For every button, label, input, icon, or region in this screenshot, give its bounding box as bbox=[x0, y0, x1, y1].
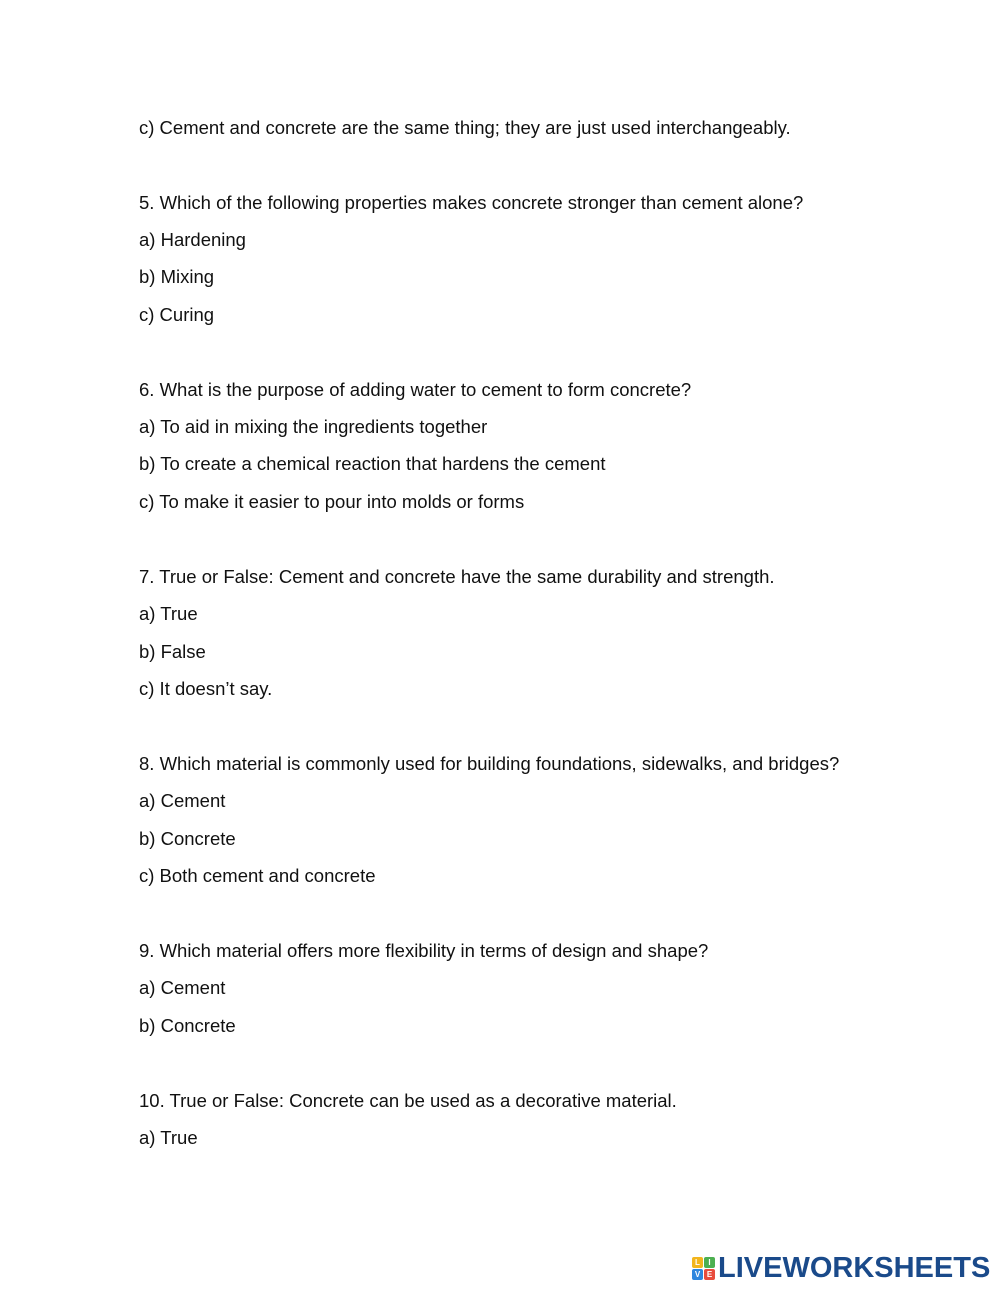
q6-option-c: c) To make it easier to pour into molds or forms bbox=[139, 491, 525, 512]
q10-question: 10. True or False: Concrete can be used as a decorative material. bbox=[139, 1090, 677, 1111]
q7-option-c: c) It doesn’t say. bbox=[139, 678, 273, 699]
liveworksheets-logo-icon bbox=[692, 1257, 715, 1280]
q9-option-a: a) Cement bbox=[139, 977, 226, 998]
q6-option-a: a) To aid in mixing the ingredients together bbox=[139, 416, 488, 437]
q8-question: 8. Which material is commonly used for building foundations, sidewalks, and bridges? bbox=[139, 753, 840, 774]
q5-question: 5. Which of the following properties makes concrete stronger than cement alone? bbox=[139, 192, 804, 213]
brand-name: LIVEWORKSHEETS bbox=[718, 1252, 991, 1284]
q5-option-a: a) Hardening bbox=[139, 229, 246, 250]
q6-option-b: b) To create a chemical reaction that hardens the cement bbox=[139, 453, 606, 474]
logo-tile-e-icon: E bbox=[704, 1269, 715, 1280]
q5-option-c: c) Curing bbox=[139, 304, 215, 325]
q7-option-b: b) False bbox=[139, 641, 206, 662]
q9-question: 9. Which material offers more flexibility in terms of design and shape? bbox=[139, 940, 709, 961]
q7-question: 7. True or False: Cement and concrete have the same durability and strength. bbox=[139, 566, 775, 587]
logo-tile-l-icon: L bbox=[692, 1257, 703, 1268]
q5-option-b: b) Mixing bbox=[139, 266, 215, 287]
q7-option-a: a) True bbox=[139, 603, 198, 624]
q8-option-b: b) Concrete bbox=[139, 828, 236, 849]
q6-question: 6. What is the purpose of adding water to cement to form concrete? bbox=[139, 379, 692, 400]
q8-option-c: c) Both cement and concrete bbox=[139, 865, 376, 886]
logo-tile-v-icon: V bbox=[692, 1269, 703, 1280]
q9-option-b: b) Concrete bbox=[139, 1015, 236, 1036]
liveworksheets-logo bbox=[692, 1253, 990, 1283]
q4-option-c: c) Cement and concrete are the same thing; they are just used interchangeably. bbox=[139, 117, 791, 138]
logo-tile-i-icon: I bbox=[704, 1257, 715, 1268]
q10-option-a: a) True bbox=[139, 1127, 198, 1148]
q8-option-a: a) Cement bbox=[139, 790, 226, 811]
